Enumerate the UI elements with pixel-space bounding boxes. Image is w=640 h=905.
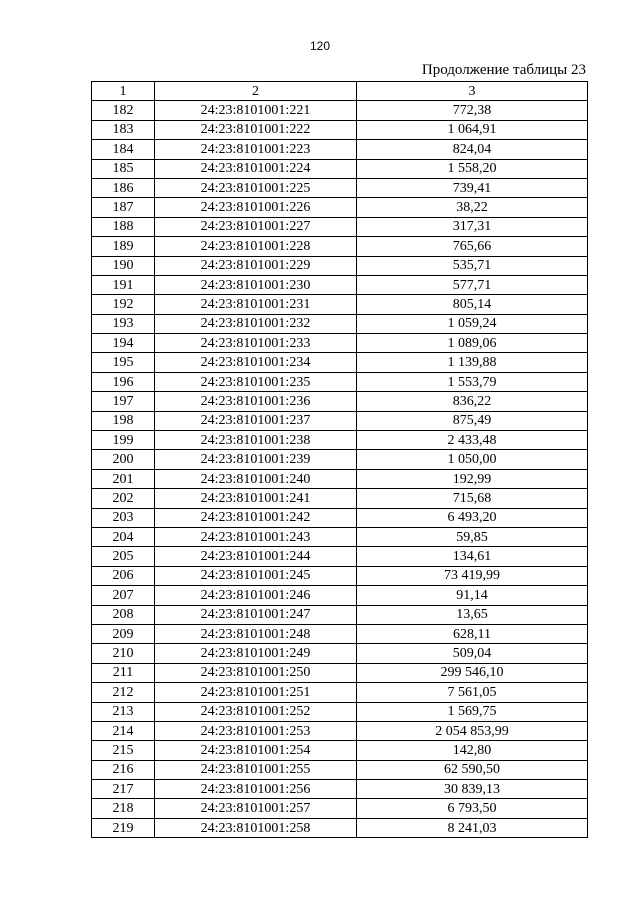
- value-cell: 772,38: [357, 101, 588, 120]
- table-row: [92, 314, 588, 333]
- value-cell: 628,11: [357, 624, 588, 643]
- row-number: 196: [92, 372, 155, 391]
- cadastral-number: 24:23:8101001:222: [155, 120, 357, 139]
- row-number: 195: [92, 353, 155, 372]
- cadastral-number: 24:23:8101001:244: [155, 547, 357, 566]
- table-row: [92, 334, 588, 353]
- value-cell: 38,22: [357, 198, 588, 217]
- value-cell: 6 793,50: [357, 799, 588, 818]
- table-row: [92, 140, 588, 159]
- table-row: [92, 411, 588, 430]
- table-header-row: [92, 82, 588, 101]
- row-number: 214: [92, 721, 155, 740]
- cadastral-number: 24:23:8101001:229: [155, 256, 357, 275]
- row-number: 210: [92, 644, 155, 663]
- value-cell: 765,66: [357, 237, 588, 256]
- cadastral-number: 24:23:8101001:236: [155, 392, 357, 411]
- value-cell: 62 590,50: [357, 760, 588, 779]
- table-row: [92, 469, 588, 488]
- cadastral-number: 24:23:8101001:252: [155, 702, 357, 721]
- table-row: [92, 295, 588, 314]
- row-number: 218: [92, 799, 155, 818]
- value-cell: 577,71: [357, 275, 588, 294]
- column-header: 1: [92, 82, 155, 101]
- cadastral-number: 24:23:8101001:253: [155, 721, 357, 740]
- value-cell: 91,14: [357, 586, 588, 605]
- row-number: 182: [92, 101, 155, 120]
- row-number: 190: [92, 256, 155, 275]
- value-cell: 1 139,88: [357, 353, 588, 372]
- row-number: 191: [92, 275, 155, 294]
- row-number: 192: [92, 295, 155, 314]
- cadastral-number: 24:23:8101001:245: [155, 566, 357, 585]
- table-row: [92, 663, 588, 682]
- row-number: 187: [92, 198, 155, 217]
- table-row: [92, 780, 588, 799]
- value-cell: 59,85: [357, 527, 588, 546]
- table-row: [92, 527, 588, 546]
- table-row: [92, 818, 588, 837]
- table-row: [92, 760, 588, 779]
- cadastral-number: 24:23:8101001:239: [155, 450, 357, 469]
- cadastral-number: 24:23:8101001:246: [155, 586, 357, 605]
- cadastral-number: 24:23:8101001:228: [155, 237, 357, 256]
- cadastral-number: 24:23:8101001:254: [155, 741, 357, 760]
- row-number: 199: [92, 431, 155, 450]
- row-number: 202: [92, 489, 155, 508]
- table-row: [92, 120, 588, 139]
- data-table: [91, 81, 588, 838]
- value-cell: 875,49: [357, 411, 588, 430]
- value-cell: 30 839,13: [357, 780, 588, 799]
- row-number: 188: [92, 217, 155, 236]
- row-number: 200: [92, 450, 155, 469]
- value-cell: 13,65: [357, 605, 588, 624]
- table-row: [92, 547, 588, 566]
- row-number: 189: [92, 237, 155, 256]
- cadastral-number: 24:23:8101001:227: [155, 217, 357, 236]
- column-header: 2: [155, 82, 357, 101]
- cadastral-number: 24:23:8101001:221: [155, 101, 357, 120]
- cadastral-number: 24:23:8101001:235: [155, 372, 357, 391]
- table-row: [92, 566, 588, 585]
- table-row: [92, 256, 588, 275]
- table-row: [92, 702, 588, 721]
- cadastral-number: 24:23:8101001:243: [155, 527, 357, 546]
- row-number: 216: [92, 760, 155, 779]
- row-number: 205: [92, 547, 155, 566]
- value-cell: 73 419,99: [357, 566, 588, 585]
- table-row: [92, 392, 588, 411]
- value-cell: 805,14: [357, 295, 588, 314]
- table-row: [92, 178, 588, 197]
- table-row: [92, 624, 588, 643]
- value-cell: 142,80: [357, 741, 588, 760]
- cadastral-number: 24:23:8101001:251: [155, 683, 357, 702]
- value-cell: 739,41: [357, 178, 588, 197]
- value-cell: 1 553,79: [357, 372, 588, 391]
- cadastral-number: 24:23:8101001:224: [155, 159, 357, 178]
- row-number: 208: [92, 605, 155, 624]
- value-cell: 1 050,00: [357, 450, 588, 469]
- row-number: 197: [92, 392, 155, 411]
- cadastral-number: 24:23:8101001:247: [155, 605, 357, 624]
- row-number: 194: [92, 334, 155, 353]
- value-cell: 6 493,20: [357, 508, 588, 527]
- row-number: 204: [92, 527, 155, 546]
- cadastral-number: 24:23:8101001:249: [155, 644, 357, 663]
- table-body: [92, 101, 588, 838]
- table-row: [92, 431, 588, 450]
- value-cell: 715,68: [357, 489, 588, 508]
- table-row: [92, 353, 588, 372]
- row-number: 184: [92, 140, 155, 159]
- table-row: [92, 217, 588, 236]
- value-cell: 8 241,03: [357, 818, 588, 837]
- cadastral-number: 24:23:8101001:250: [155, 663, 357, 682]
- table-row: [92, 586, 588, 605]
- cadastral-number: 24:23:8101001:240: [155, 469, 357, 488]
- row-number: 211: [92, 663, 155, 682]
- row-number: 185: [92, 159, 155, 178]
- value-cell: 824,04: [357, 140, 588, 159]
- table-row: [92, 683, 588, 702]
- value-cell: 1 089,06: [357, 334, 588, 353]
- value-cell: 192,99: [357, 469, 588, 488]
- row-number: 219: [92, 818, 155, 837]
- cadastral-number: 24:23:8101001:238: [155, 431, 357, 450]
- value-cell: 2 054 853,99: [357, 721, 588, 740]
- cadastral-number: 24:23:8101001:255: [155, 760, 357, 779]
- value-cell: 2 433,48: [357, 431, 588, 450]
- cadastral-number: 24:23:8101001:231: [155, 295, 357, 314]
- row-number: 206: [92, 566, 155, 585]
- table-row: [92, 159, 588, 178]
- value-cell: 299 546,10: [357, 663, 588, 682]
- row-number: 203: [92, 508, 155, 527]
- page-number: 120: [309, 39, 331, 53]
- cadastral-number: 24:23:8101001:248: [155, 624, 357, 643]
- row-number: 201: [92, 469, 155, 488]
- table-row: [92, 237, 588, 256]
- row-number: 209: [92, 624, 155, 643]
- row-number: 198: [92, 411, 155, 430]
- cadastral-number: 24:23:8101001:256: [155, 780, 357, 799]
- table-row: [92, 799, 588, 818]
- cadastral-number: 24:23:8101001:225: [155, 178, 357, 197]
- value-cell: 535,71: [357, 256, 588, 275]
- table-row: [92, 198, 588, 217]
- table-row: [92, 721, 588, 740]
- cadastral-number: 24:23:8101001:237: [155, 411, 357, 430]
- table-row: [92, 275, 588, 294]
- value-cell: 317,31: [357, 217, 588, 236]
- row-number: 213: [92, 702, 155, 721]
- cadastral-number: 24:23:8101001:230: [155, 275, 357, 294]
- cadastral-number: 24:23:8101001:241: [155, 489, 357, 508]
- row-number: 183: [92, 120, 155, 139]
- cadastral-number: 24:23:8101001:223: [155, 140, 357, 159]
- table-row: [92, 489, 588, 508]
- value-cell: 134,61: [357, 547, 588, 566]
- row-number: 193: [92, 314, 155, 333]
- table-row: [92, 644, 588, 663]
- row-number: 217: [92, 780, 155, 799]
- value-cell: 836,22: [357, 392, 588, 411]
- table-row: [92, 508, 588, 527]
- table-row: [92, 101, 588, 120]
- table-caption: Продолжение таблицы 23: [421, 62, 586, 78]
- value-cell: 1 569,75: [357, 702, 588, 721]
- column-header: 3: [357, 82, 588, 101]
- cadastral-number: 24:23:8101001:226: [155, 198, 357, 217]
- table-row: [92, 372, 588, 391]
- cadastral-number: 24:23:8101001:232: [155, 314, 357, 333]
- table-row: [92, 450, 588, 469]
- table-row: [92, 741, 588, 760]
- value-cell: 7 561,05: [357, 683, 588, 702]
- row-number: 207: [92, 586, 155, 605]
- cadastral-number: 24:23:8101001:242: [155, 508, 357, 527]
- table-row: [92, 605, 588, 624]
- value-cell: 509,04: [357, 644, 588, 663]
- value-cell: 1 064,91: [357, 120, 588, 139]
- cadastral-number: 24:23:8101001:258: [155, 818, 357, 837]
- row-number: 212: [92, 683, 155, 702]
- cadastral-number: 24:23:8101001:234: [155, 353, 357, 372]
- value-cell: 1 059,24: [357, 314, 588, 333]
- row-number: 186: [92, 178, 155, 197]
- cadastral-number: 24:23:8101001:257: [155, 799, 357, 818]
- cadastral-number: 24:23:8101001:233: [155, 334, 357, 353]
- row-number: 215: [92, 741, 155, 760]
- value-cell: 1 558,20: [357, 159, 588, 178]
